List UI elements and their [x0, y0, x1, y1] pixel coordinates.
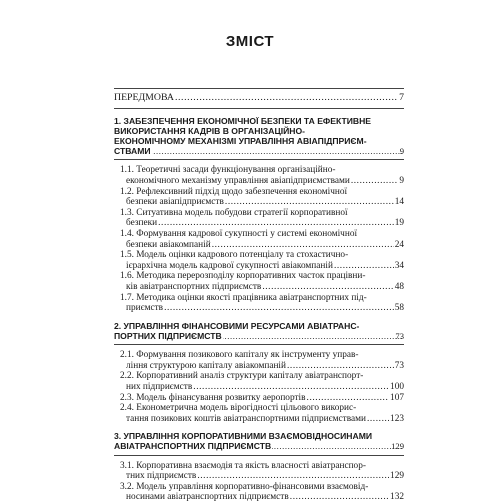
- section-title-line: них підприємств: [126, 381, 193, 392]
- section-page: 107: [390, 392, 404, 403]
- section-title-line: безпеки: [126, 218, 158, 229]
- section-title-line: безпеки авіакомпаній: [126, 239, 211, 250]
- toc-section[interactable]: [114, 461, 404, 482]
- section-title-last-line: [120, 261, 404, 272]
- section-title-line: 2.4. Економетрична модель вірогідності цільового викорис-: [120, 403, 357, 414]
- top-rule: [114, 88, 404, 89]
- section-title-line: 2.1. Формування позикового капіталу як інструменту управ-: [120, 350, 359, 361]
- section-title-last-line: [120, 393, 404, 404]
- toc-section[interactable]: [114, 250, 404, 271]
- section-title-last-line: [120, 382, 404, 393]
- chapter-title-last-line: [114, 441, 404, 452]
- section-title-line: приємств: [126, 303, 164, 314]
- chapter-title-last-line: СТВАМИ ..... 9: [126, 146, 404, 156]
- toc-section[interactable]: [114, 208, 404, 229]
- section-page: 132: [390, 492, 404, 503]
- section-title-line: тання позикових коштів авіатранспортними підприємствами: [126, 413, 366, 424]
- toc-section[interactable]: [114, 165, 404, 186]
- chapters-list: [114, 116, 404, 503]
- toc-section[interactable]: [114, 187, 404, 208]
- leader-dots: [367, 414, 389, 425]
- section-title-line: ієрархічна модель кадрової сукупності авіакомпаній: [126, 260, 333, 271]
- toc-section[interactable]: [114, 350, 404, 371]
- toc-section[interactable]: [114, 271, 404, 292]
- section-page: 129: [390, 471, 404, 482]
- section-page: 24: [394, 239, 404, 250]
- leader-dots: [351, 176, 399, 187]
- section-title-line: 1.3. Ситуативна модель побудови стратегії корпоративної: [120, 207, 348, 218]
- section-page: 100: [390, 381, 404, 392]
- leader-dots: [262, 282, 393, 293]
- section-title-last-line: [120, 197, 404, 208]
- page-title: ЗМІСТ: [225, 33, 275, 50]
- section-title-last-line: [120, 282, 404, 293]
- section-page: 9: [399, 176, 404, 186]
- leader-dots: [212, 240, 394, 251]
- section-page: 19: [394, 218, 404, 229]
- leader-dots: [225, 197, 394, 208]
- section-title-last-line: [120, 218, 404, 229]
- section-page: 123: [390, 413, 404, 424]
- section-title-last-line: [120, 303, 404, 314]
- leader-dots: [164, 303, 394, 314]
- leader-dots: [175, 93, 398, 104]
- leader-dots: [287, 361, 394, 372]
- section-title-last-line: [120, 176, 404, 187]
- chapter-title-last-line: ПОРТНИХ ПІДПРИЄМСТВ ..... 73: [126, 331, 404, 341]
- chapter-title-line: ЕКОНОМІЧНОМУ МЕХАНІЗМІ УПРАВЛІННЯ АВІАПІДПРИЄМ-: [114, 136, 367, 146]
- section-title-last-line: [120, 471, 404, 482]
- chapter-title-line: СТВАМИ: [114, 146, 151, 157]
- chapter-rule: [114, 455, 404, 456]
- section-title-line: 3.2. Модель управління корпоративно-фінансовими взаємовід-: [120, 481, 369, 492]
- chapter-title-line: 1. ЗАБЕЗПЕЧЕННЯ ЕКОНОМІЧНОЇ БЕЗПЕКИ ТА ЕФЕКТИВНЕ: [114, 115, 372, 126]
- sections-list: [114, 165, 404, 313]
- toc-chapter-1[interactable]: [114, 116, 404, 157]
- leader-dots: [290, 492, 389, 503]
- leader-dots: [193, 382, 389, 393]
- toc-section[interactable]: [114, 293, 404, 314]
- section-title-line: 1.4. Формування кадрової сукупності у системі економічної: [120, 228, 358, 239]
- chapter-title-line: ПОРТНИХ ПІДПРИЄМСТВ: [114, 330, 222, 341]
- leader-dots: [334, 261, 394, 272]
- section-title-line: безпеки авіапідприємств: [126, 197, 224, 208]
- chapter-title-line: 2. УПРАВЛІННЯ ФІНАНСОВИМИ РЕСУРСАМИ АВІАТРАНС-: [114, 320, 360, 331]
- leader-dots: [158, 218, 394, 229]
- section-page: 48: [394, 281, 404, 292]
- section-title-line: 1.2. Рефлексивний підхід щодо забезпечення економічної: [120, 186, 348, 197]
- section-title-line: тних підприємств: [126, 471, 197, 482]
- preface-rule: [114, 108, 404, 109]
- section-page: 73: [394, 360, 404, 371]
- table-of-contents: [114, 93, 404, 503]
- chapter-page: 129: [391, 441, 404, 452]
- section-title-line: носинами авіатранспортних підприємств: [126, 492, 289, 503]
- section-title-last-line: [120, 361, 404, 372]
- section-title-last-line: [120, 240, 404, 251]
- section-title-last-line: [120, 414, 404, 425]
- section-title-line: економічного механізму управління авіапідприємствами: [126, 176, 350, 186]
- section-title-line: 3.1. Корпоративна взаємодія та якість власності авіатранспор-: [120, 460, 366, 471]
- section-title-line: 1.5. Модель оцінки кадрового потенціалу та стохастично-: [120, 250, 349, 261]
- leader-dots: [197, 471, 389, 482]
- section-page: 34: [394, 260, 404, 271]
- chapter-title-line: ВИКОРИСТАННЯ КАДРІВ В ОРГАНІЗАЦІЙНО-: [114, 125, 306, 136]
- toc-section[interactable]: [114, 371, 404, 392]
- leader-dots: [223, 331, 403, 341]
- chapter-title-line: АВІАТРАНСПОРТНИХ ПІДПРИЄМСТВ: [114, 441, 272, 452]
- sections-list: [114, 461, 404, 503]
- section-title-line: ків авіатранспортних підприємств: [126, 281, 262, 292]
- section-title-line: 2.3. Модель фінансування розвитку аеропортів: [120, 392, 306, 403]
- section-title-line: 2.2. Корпоративний аналіз структури капіталу авіатранспорт-: [120, 371, 364, 382]
- preface-page: 7: [399, 92, 404, 103]
- toc-section[interactable]: [114, 403, 404, 424]
- section-title-line: 1.1. Теоретичні засади функціонування організаційно-: [120, 165, 336, 176]
- section-title-line: ління структурою капіталу авіакомпаній: [126, 360, 286, 371]
- preface-label: ПЕРЕДМОВА: [114, 92, 174, 103]
- chapter-rule: [114, 344, 404, 345]
- section-title-line: 1.7. Методика оцінки якості працівника авіатранспортних під-: [120, 292, 367, 303]
- leader-dots: [272, 441, 402, 451]
- chapter-rule: [114, 159, 404, 160]
- section-page: 14: [394, 197, 404, 208]
- toc-section[interactable]: [114, 393, 404, 404]
- section-title-last-line: [120, 492, 404, 503]
- section-page: 58: [394, 303, 404, 314]
- toc-section[interactable]: [114, 229, 404, 250]
- sections-list: [114, 350, 404, 424]
- chapter-title-line: 3. УПРАВЛІННЯ КОРПОРАТИВНИМИ ВЗАЄМОВІДНОСИНАМИ: [114, 431, 373, 442]
- leader-dots: [152, 146, 403, 156]
- toc-chapter-3[interactable]: [114, 431, 404, 451]
- toc-chapter-2[interactable]: [114, 321, 404, 341]
- toc-preface[interactable]: [114, 93, 404, 104]
- section-title-line: 1.6. Методика перерозподілу корпоративних часток працівни-: [120, 271, 366, 282]
- leader-dots: [307, 393, 390, 404]
